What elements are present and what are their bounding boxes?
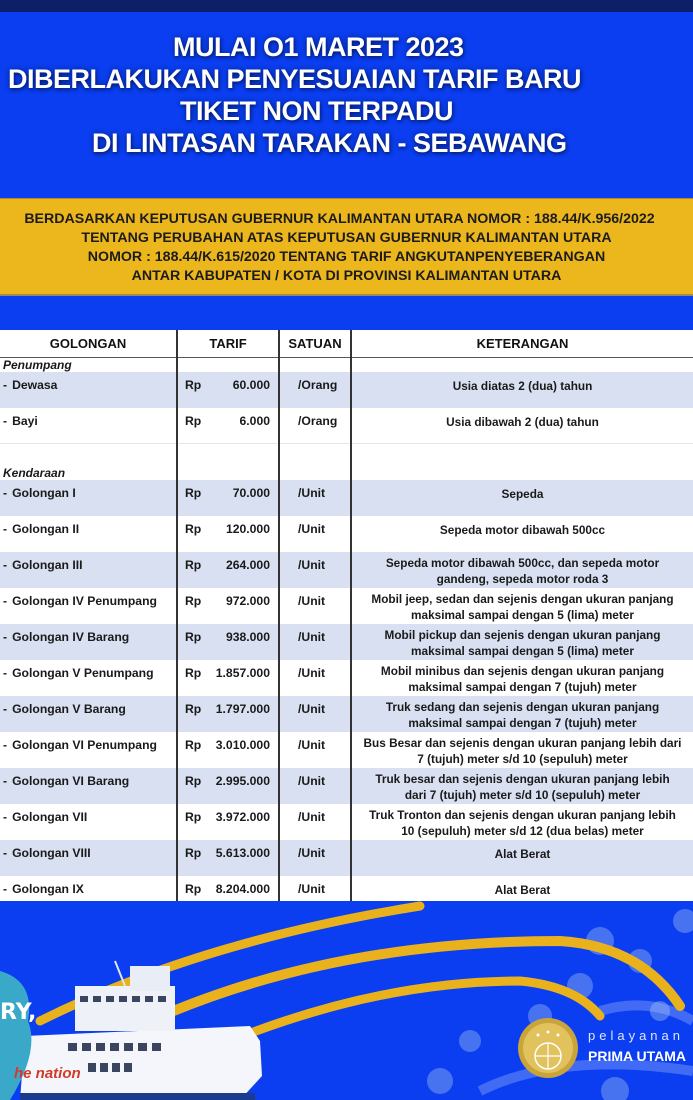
currency-label: Rp — [185, 557, 202, 572]
golongan-cell — [0, 768, 177, 804]
satuan-cell: /Unit — [279, 768, 351, 804]
tarif-cell — [177, 732, 279, 768]
footer-banner — [0, 901, 693, 1100]
keterangan-cell — [351, 624, 693, 660]
table-body — [0, 357, 693, 912]
bullet-dash: - — [3, 593, 8, 608]
ship-tagline: he nation — [14, 1065, 81, 1082]
tarif-amount: 1.797.000 — [215, 701, 270, 716]
prima-utama-emblem — [518, 1018, 578, 1078]
golongan-name: Golongan IV Penumpang — [12, 593, 157, 608]
currency-label: Rp — [185, 845, 202, 860]
currency-label: Rp — [185, 809, 202, 824]
tariff-table-container — [0, 330, 693, 901]
keterangan-line: Mobil jeep, sedan dan sejenis dengan ukuran panjang — [371, 591, 674, 606]
tarif-amount: 70.000 — [232, 485, 270, 500]
header-satuan: SATUAN — [279, 330, 351, 357]
tariff-table — [0, 330, 693, 912]
keterangan-cell — [351, 480, 693, 516]
keterangan-line: Alat Berat — [494, 882, 551, 897]
golongan-cell — [0, 660, 177, 696]
golongan-name: Golongan VIII — [12, 845, 91, 860]
golongan-cell — [0, 480, 177, 516]
tarif-amount: 3.010.000 — [215, 737, 270, 752]
keterangan-line: Mobil pickup dan sejenis dengan ukuran panjang — [384, 627, 661, 642]
table-row — [0, 408, 693, 444]
tarif-cell — [177, 408, 279, 444]
tarif-cell — [177, 840, 279, 876]
table-row — [0, 768, 693, 804]
currency-label: Rp — [185, 773, 202, 788]
golongan-name: Dewasa — [12, 377, 58, 392]
keterangan-line: Sepeda motor dibawah 500cc, dan sepeda motor — [385, 555, 660, 570]
empty-cell — [279, 357, 351, 372]
keterangan-line: maksimal sampai dengan 5 (lima) meter — [411, 607, 634, 622]
satuan-cell: /Unit — [279, 588, 351, 624]
golongan-cell — [0, 696, 177, 732]
keterangan-cell — [351, 588, 693, 624]
decree-line: TENTANG PERUBAHAN ATAS KEPUTUSAN GUBERNUR KALIMANTAN UTARA — [81, 230, 612, 246]
empty-cell — [177, 466, 279, 480]
bullet-dash: - — [3, 521, 8, 536]
golongan-name: Golongan IX — [12, 881, 84, 896]
decree-line: NOMOR : 188.44/K.615/2020 TENTANG TARIF ANGKUTANPENYEBERANGAN — [87, 249, 606, 265]
golongan-cell — [0, 588, 177, 624]
table-row — [0, 480, 693, 516]
satuan-cell: /Unit — [279, 840, 351, 876]
spacer-row — [0, 444, 693, 466]
bullet-dash: - — [3, 413, 8, 428]
section-title: Kendaraan — [0, 466, 177, 480]
currency-label: Rp — [185, 737, 202, 752]
satuan-cell: /Unit — [279, 804, 351, 840]
svg-text:RY,: RY, — [0, 1000, 37, 1025]
satuan-cell: /Unit — [279, 876, 351, 912]
keterangan-line: Alat Berat — [494, 846, 551, 861]
bullet-dash: - — [3, 665, 8, 680]
keterangan-cell — [351, 696, 693, 732]
tarif-cell — [177, 372, 279, 408]
tarif-cell — [177, 552, 279, 588]
table-row — [0, 660, 693, 696]
golongan-cell — [0, 804, 177, 840]
golongan-cell — [0, 408, 177, 444]
currency-label: Rp — [185, 485, 202, 500]
golongan-name: Golongan VI Penumpang — [12, 737, 157, 752]
empty-cell — [351, 444, 693, 466]
satuan-cell: /Unit — [279, 480, 351, 516]
satuan-cell: /Unit — [279, 696, 351, 732]
satuan-cell: /Orang — [279, 372, 351, 408]
empty-cell — [177, 357, 279, 372]
keterangan-cell — [351, 768, 693, 804]
bullet-dash: - — [3, 809, 8, 824]
tarif-cell — [177, 660, 279, 696]
tarif-cell — [177, 696, 279, 732]
bullet-dash: - — [3, 485, 8, 500]
bullet-dash: - — [3, 377, 8, 392]
golongan-cell — [0, 840, 177, 876]
tarif-amount: 120.000 — [225, 521, 270, 536]
keterangan-cell — [351, 660, 693, 696]
empty-cell — [279, 444, 351, 466]
keterangan-line: Sepeda — [501, 486, 544, 501]
empty-cell — [279, 466, 351, 480]
section-row — [0, 357, 693, 372]
header-line-ticket: TIKET NON TERPADU — [180, 96, 453, 126]
golongan-name: Golongan V Barang — [12, 701, 126, 716]
tarif-amount: 1.857.000 — [215, 665, 270, 680]
tarif-cell — [177, 588, 279, 624]
keterangan-line: gandeng, sepeda motor roda 3 — [436, 571, 609, 586]
golongan-name: Golongan III — [12, 557, 83, 572]
table-row — [0, 732, 693, 768]
golongan-cell — [0, 732, 177, 768]
table-row — [0, 696, 693, 732]
golongan-name: Golongan VI Barang — [12, 773, 130, 788]
tarif-cell — [177, 516, 279, 552]
keterangan-cell — [351, 372, 693, 408]
empty-cell — [351, 466, 693, 480]
golongan-name: Golongan VII — [12, 809, 88, 824]
table-row — [0, 516, 693, 552]
tarif-cell — [177, 768, 279, 804]
announcement-header — [0, 12, 693, 198]
bullet-dash: - — [3, 701, 8, 716]
golongan-cell — [0, 516, 177, 552]
keterangan-cell — [351, 408, 693, 444]
golongan-cell — [0, 372, 177, 408]
keterangan-cell — [351, 840, 693, 876]
golongan-cell — [0, 624, 177, 660]
keterangan-line: Usia dibawah 2 (dua) tahun — [446, 414, 599, 429]
tarif-amount: 972.000 — [225, 593, 270, 608]
section-title: Penumpang — [0, 357, 177, 372]
bullet-dash: - — [3, 557, 8, 572]
currency-label: Rp — [185, 881, 202, 896]
header-line-date: MULAI O1 MARET 2023 — [173, 32, 464, 62]
satuan-cell: /Unit — [279, 552, 351, 588]
tarif-amount: 8.204.000 — [215, 881, 270, 896]
satuan-cell: /Unit — [279, 732, 351, 768]
bullet-dash: - — [3, 881, 8, 896]
bullet-dash: - — [3, 845, 8, 860]
satuan-cell: /Unit — [279, 516, 351, 552]
tarif-cell — [177, 804, 279, 840]
empty-cell — [0, 444, 177, 466]
decree-banner — [0, 198, 693, 296]
header-golongan: GOLONGAN — [0, 330, 177, 357]
table-header-row — [0, 330, 693, 357]
tarif-amount: 264.000 — [225, 557, 270, 572]
satuan-cell: /Unit — [279, 624, 351, 660]
satuan-cell: /Unit — [279, 660, 351, 696]
brand-title: PRIMA UTAMA — [588, 1048, 686, 1064]
empty-cell — [351, 357, 693, 372]
header-line-route: DI LINTASAN TARAKAN - SEBAWANG — [92, 128, 567, 158]
golongan-name: Golongan II — [12, 521, 80, 536]
currency-label: Rp — [185, 701, 202, 716]
keterangan-line: Bus Besar dan sejenis dengan ukuran panjang lebih dari — [363, 735, 682, 750]
golongan-cell — [0, 552, 177, 588]
currency-label: Rp — [185, 593, 202, 608]
table-row — [0, 588, 693, 624]
brand-subtitle: pelayanan — [588, 1028, 684, 1043]
keterangan-cell — [351, 804, 693, 840]
satuan-cell: /Orang — [279, 408, 351, 444]
section-row — [0, 466, 693, 480]
currency-label: Rp — [185, 629, 202, 644]
bullet-dash: - — [3, 773, 8, 788]
header-line-tariff: DIBERLAKUKAN PENYESUAIAN TARIF BARU — [8, 64, 582, 94]
decree-line: BERDASARKAN KEPUTUSAN GUBERNUR KALIMANTAN UTARA NOMOR : 188.44/K.956/2022 — [24, 211, 655, 227]
keterangan-line: dari 7 (tujuh) meter s/d 10 (sepuluh) meter — [404, 787, 641, 802]
bullet-dash: - — [3, 629, 8, 644]
tarif-amount: 60.000 — [232, 377, 270, 392]
keterangan-line: maksimal sampai dengan 7 (tujuh) meter — [408, 715, 637, 730]
header-keterangan: KETERANGAN — [351, 330, 693, 357]
tarif-amount: 5.613.000 — [215, 845, 270, 860]
keterangan-cell — [351, 516, 693, 552]
keterangan-line: Truk Tronton dan sejenis dengan ukuran panjang lebih — [369, 807, 676, 822]
golongan-name: Golongan IV Barang — [12, 629, 130, 644]
tarif-cell — [177, 480, 279, 516]
tarif-amount: 3.972.000 — [215, 809, 270, 824]
keterangan-line: 10 (sepuluh) meter s/d 12 (dua belas) meter — [401, 823, 644, 838]
tarif-cell — [177, 624, 279, 660]
golongan-name: Golongan V Penumpang — [12, 665, 154, 680]
tarif-amount: 938.000 — [225, 629, 270, 644]
footer-artwork — [0, 901, 693, 1100]
keterangan-line: Truk besar dan sejenis dengan ukuran panjang lebih — [375, 771, 670, 786]
keterangan-line: Truk sedang dan sejenis dengan ukuran panjang — [385, 699, 660, 714]
empty-cell — [177, 444, 279, 466]
golongan-name: Bayi — [12, 413, 38, 428]
table-row — [0, 552, 693, 588]
table-row — [0, 840, 693, 876]
keterangan-line: 7 (tujuh) meter s/d 10 (sepuluh) meter — [417, 751, 628, 766]
table-row — [0, 372, 693, 408]
currency-label: Rp — [185, 377, 202, 392]
keterangan-line: maksimal sampai dengan 7 (tujuh) meter — [408, 679, 637, 694]
keterangan-line: Usia diatas 2 (dua) tahun — [452, 378, 593, 393]
table-row — [0, 624, 693, 660]
currency-label: Rp — [185, 521, 202, 536]
bullet-dash: - — [3, 737, 8, 752]
table-row — [0, 804, 693, 840]
keterangan-cell — [351, 732, 693, 768]
currency-label: Rp — [185, 665, 202, 680]
golongan-name: Golongan I — [12, 485, 76, 500]
keterangan-line: Sepeda motor dibawah 500cc — [439, 522, 606, 537]
tarif-amount: 6.000 — [239, 413, 270, 428]
keterangan-line: maksimal sampai dengan 5 (lima) meter — [411, 643, 634, 658]
keterangan-cell — [351, 552, 693, 588]
tarif-amount: 2.995.000 — [215, 773, 270, 788]
currency-label: Rp — [185, 413, 202, 428]
header-tarif: TARIF — [177, 330, 279, 357]
keterangan-line: Mobil minibus dan sejenis dengan ukuran panjang — [380, 663, 665, 678]
top-status-bar — [0, 0, 693, 12]
decree-line: ANTAR KABUPATEN / KOTA DI PROVINSI KALIMANTAN UTARA — [131, 268, 562, 284]
